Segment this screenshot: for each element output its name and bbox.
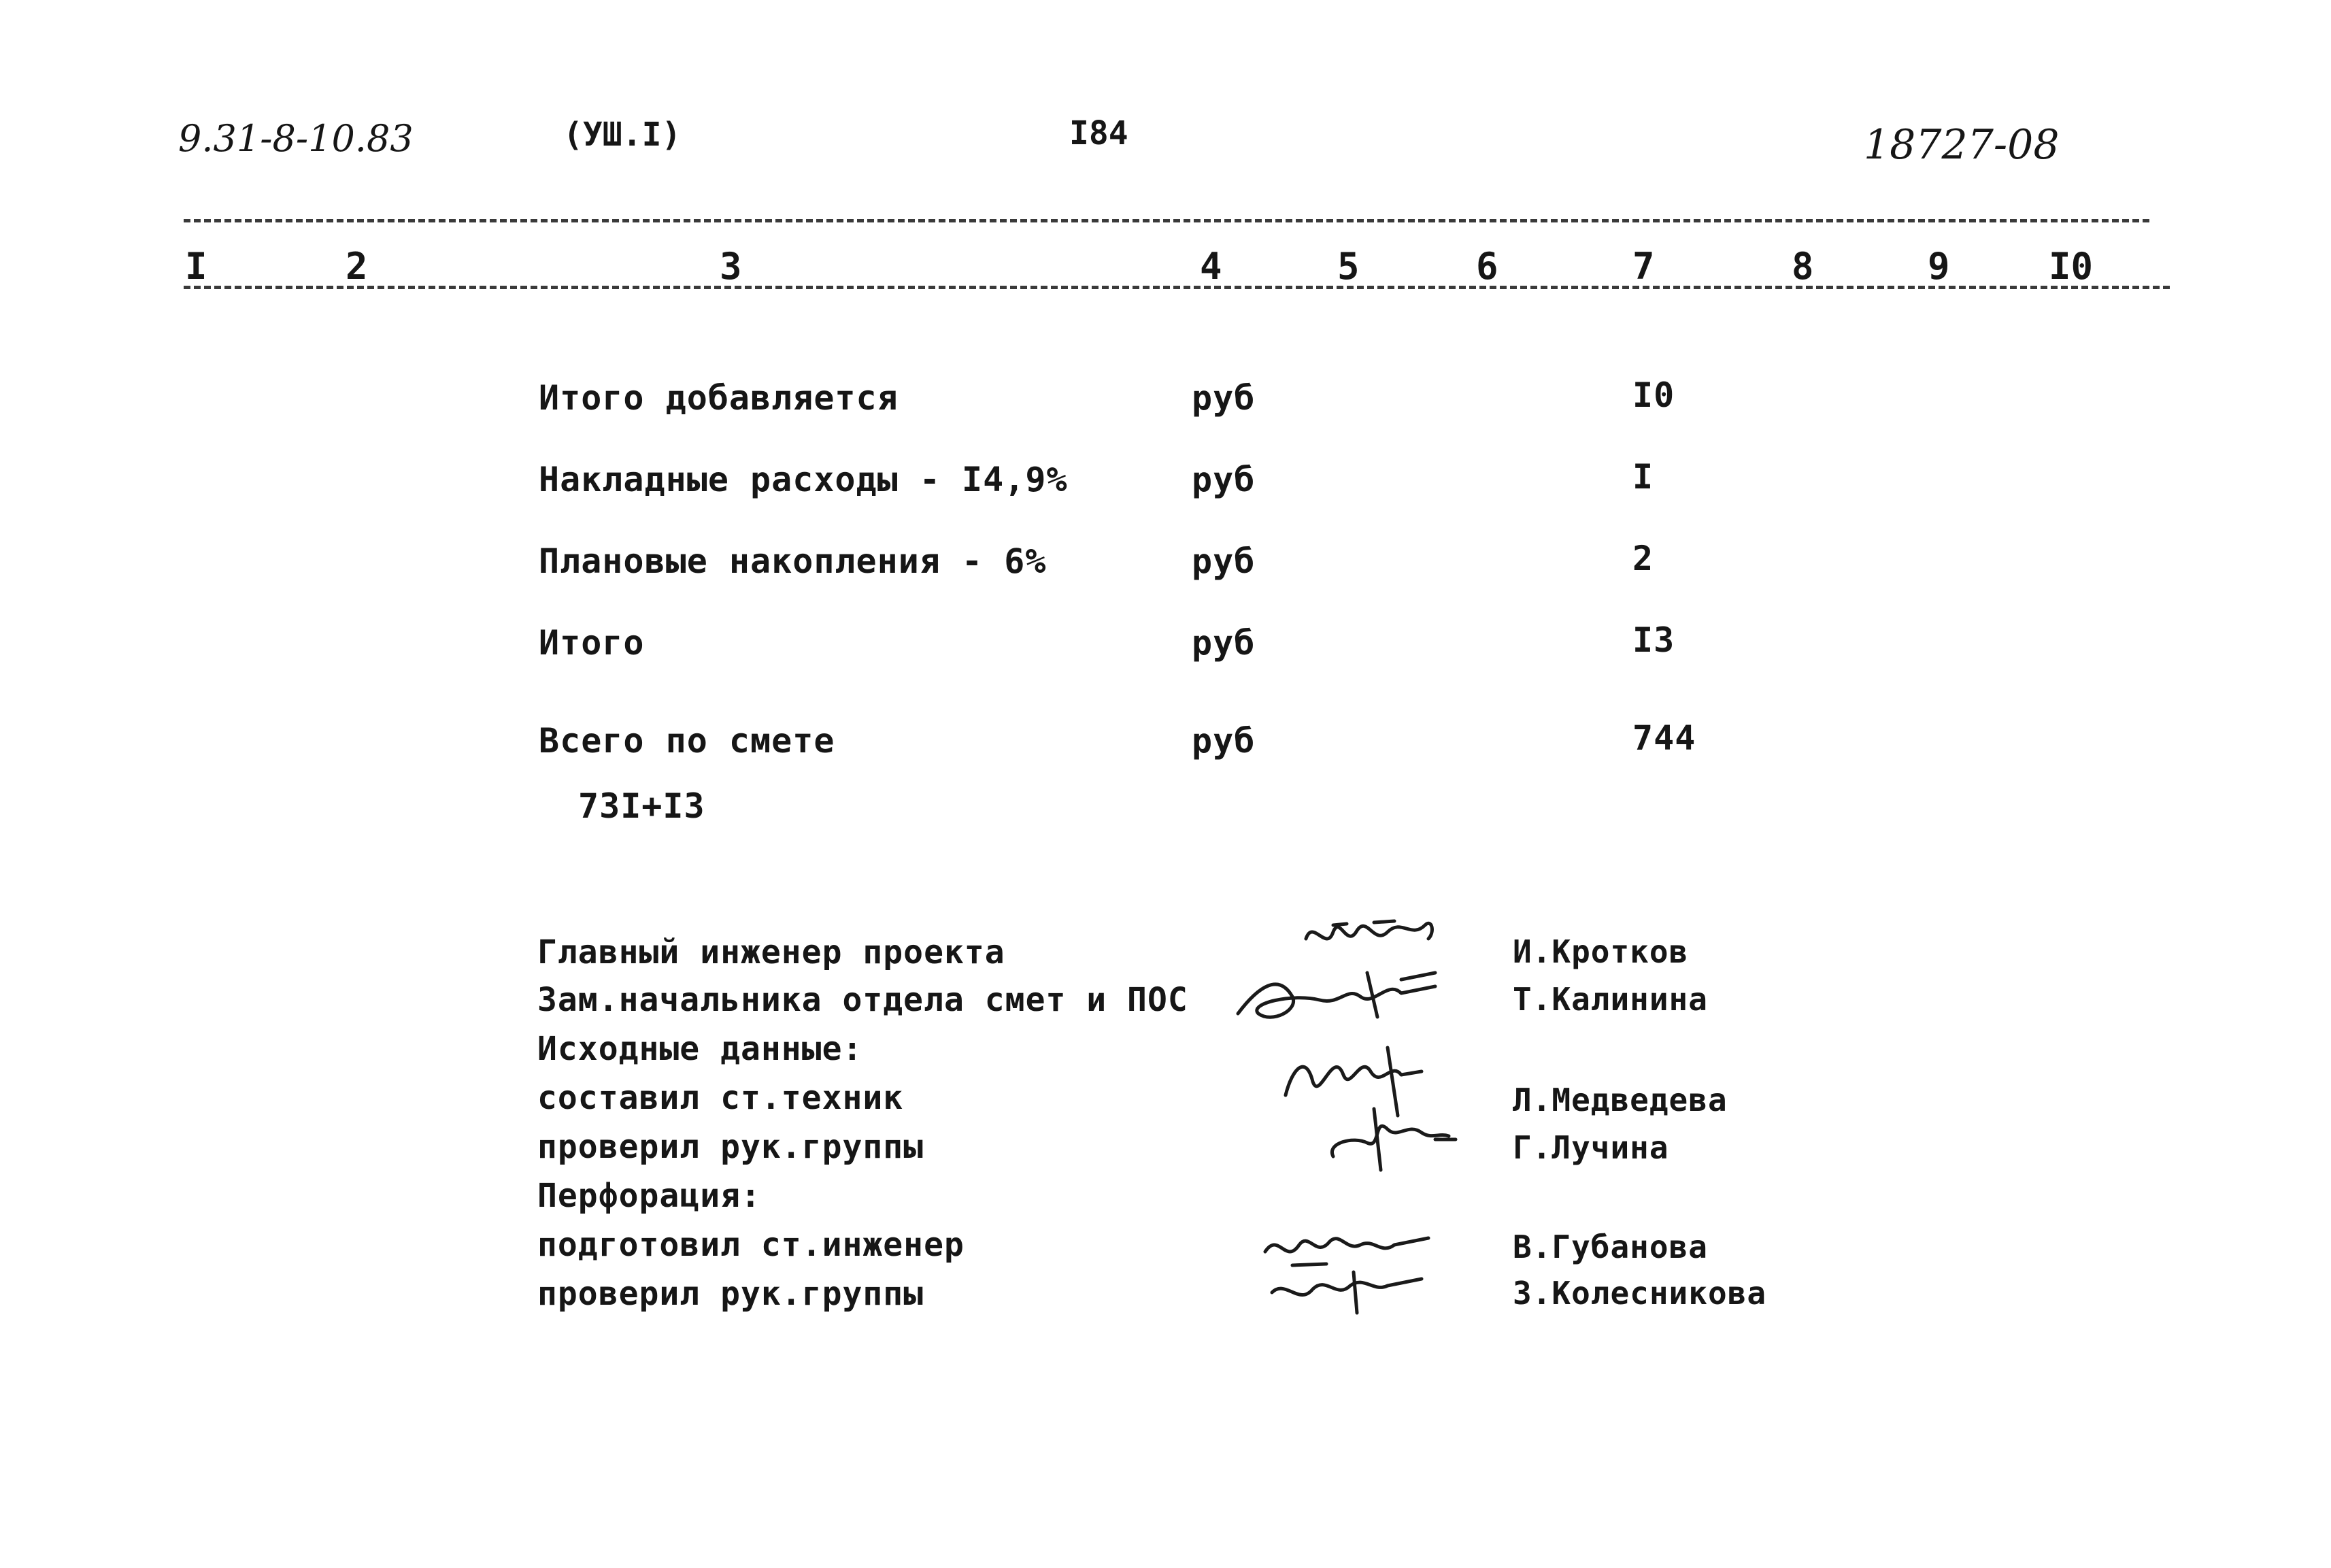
signatory-name: Т.Калинина bbox=[1513, 981, 1708, 1018]
signatory-name: И.Кротков bbox=[1513, 933, 1689, 970]
section-code: (УШ.I) bbox=[563, 116, 682, 154]
row-unit: руб bbox=[1192, 541, 1256, 581]
row-value: I bbox=[1632, 457, 1654, 497]
signature-gub bbox=[1252, 1218, 1442, 1320]
inventory-number: 18727-08 bbox=[1864, 121, 2060, 169]
row-unit: руб bbox=[1192, 460, 1256, 499]
row-unit: руб bbox=[1192, 378, 1256, 418]
column-number: 3 bbox=[720, 245, 742, 288]
row-value: I0 bbox=[1632, 376, 1675, 415]
signatory-name: Л.Медведева bbox=[1513, 1082, 1728, 1118]
signatory-role: Исходные данные: bbox=[537, 1030, 863, 1068]
signature-kal bbox=[1231, 959, 1449, 1034]
signatory-role: проверил рук.группы bbox=[537, 1128, 924, 1166]
column-number: I bbox=[185, 245, 207, 288]
column-number: 2 bbox=[346, 245, 368, 288]
signatory-name: В.Губанова bbox=[1513, 1229, 1708, 1265]
row-label: Итого bbox=[539, 623, 645, 663]
signatory-role: составил ст.техник bbox=[537, 1079, 904, 1117]
signatory-role: Перфорация: bbox=[537, 1177, 761, 1215]
signature-luch bbox=[1313, 1102, 1462, 1177]
total-formula: 73I+I3 bbox=[578, 786, 705, 826]
signatory-role: проверил рук.группы bbox=[537, 1275, 924, 1313]
column-number: 9 bbox=[1928, 245, 1950, 288]
column-number: 8 bbox=[1792, 245, 1814, 288]
page-number: I84 bbox=[1069, 114, 1128, 152]
row-label: Накладные расходы - I4,9% bbox=[539, 460, 1068, 499]
row-label: Всего по смете bbox=[539, 721, 835, 761]
document-code: 9.31-8-10.83 bbox=[178, 117, 414, 160]
signatory-name: З.Колесникова bbox=[1513, 1275, 1767, 1312]
column-number: 4 bbox=[1200, 245, 1222, 288]
signatory-name: Г.Лучина bbox=[1513, 1129, 1669, 1166]
row-value: 744 bbox=[1632, 718, 1696, 758]
signatory-role: подготовил ст.инженер bbox=[537, 1226, 965, 1264]
row-label: Итого добавляется bbox=[539, 378, 899, 418]
row-value: 2 bbox=[1632, 539, 1654, 578]
column-number: 7 bbox=[1632, 245, 1655, 288]
signatory-role: Главный инженер проекта bbox=[537, 933, 1005, 971]
signatory-role: Зам.начальника отдела смет и ПОС bbox=[537, 981, 1188, 1019]
row-unit: руб bbox=[1192, 721, 1256, 761]
column-number: I0 bbox=[2049, 245, 2094, 288]
row-unit: руб bbox=[1192, 623, 1256, 663]
top-dashed-rule bbox=[184, 219, 2149, 222]
signature-kr bbox=[1292, 912, 1449, 966]
column-number: 5 bbox=[1337, 245, 1360, 288]
bottom-dashed-rule bbox=[184, 286, 2170, 289]
column-number: 6 bbox=[1476, 245, 1498, 288]
row-value: I3 bbox=[1632, 620, 1675, 660]
row-label: Плановые накопления - 6% bbox=[539, 541, 1047, 581]
